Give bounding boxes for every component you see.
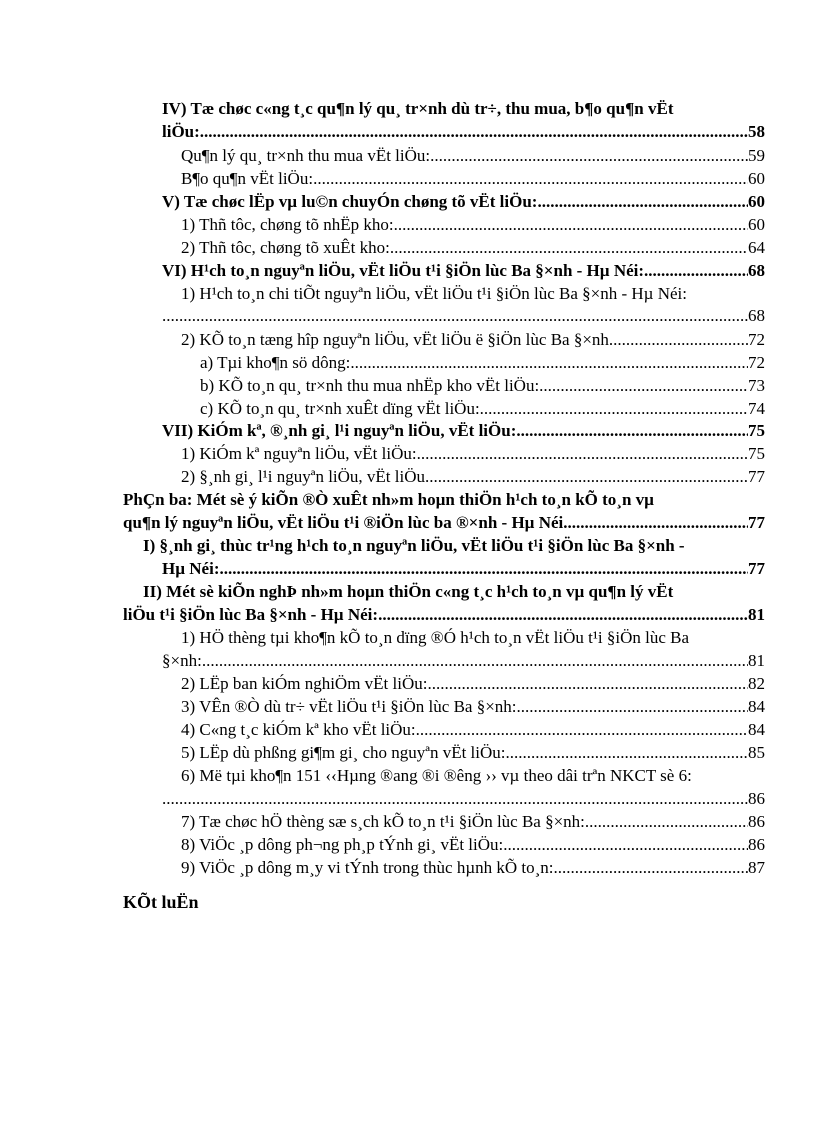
toc-line-text: liÖu t¹i §iÖn lùc Ba §×nh - Hµ Néi: bbox=[123, 605, 379, 624]
toc-page-number: 60 bbox=[748, 169, 765, 188]
toc-page-number: 81 bbox=[748, 651, 765, 670]
toc-line-text: 1) H¹ch to¸n chi tiÕt nguyªn liÖu, vËt liÖu t¹i §iÖn lùc Ba §×nh - Hµ Néi: bbox=[181, 284, 687, 303]
toc-dot-leader bbox=[568, 512, 748, 534]
toc-line-text: 2) Thñ tôc, chøng tõ xuÊt kho: bbox=[181, 238, 390, 257]
toc-page-number: 72 bbox=[748, 330, 765, 349]
toc-line bbox=[181, 742, 765, 764]
toc-line bbox=[181, 443, 765, 465]
toc-dot-leader bbox=[378, 604, 748, 626]
toc-line-text: PhÇn ba: Mét sè ý kiÕn ®Ò xuÊt nh»m hoµn thiÖn h¹ch to¸n kÕ to¸n vµ bbox=[123, 490, 654, 509]
toc-page-number: 77 bbox=[748, 559, 765, 578]
toc-line bbox=[181, 719, 765, 741]
toc-dot-leader bbox=[554, 857, 748, 879]
toc-line bbox=[123, 604, 765, 626]
toc-line bbox=[200, 398, 765, 420]
toc-line bbox=[181, 283, 765, 305]
toc-line bbox=[181, 834, 765, 856]
toc-line bbox=[181, 765, 765, 787]
toc-page-number: 72 bbox=[748, 353, 765, 372]
toc-dot-leader bbox=[416, 719, 748, 741]
toc-dot-leader bbox=[417, 443, 748, 465]
toc-line-text: 6) Më tµi kho¶n 151 ‹‹Hµng ®ang ®i ®êng ›› vµ theo dâi trªn NKCT sè 6: bbox=[181, 766, 692, 785]
toc-dot-leader bbox=[430, 145, 748, 167]
toc-page-number: 73 bbox=[748, 376, 765, 395]
toc-page-number: 84 bbox=[748, 720, 765, 739]
toc-page-number: 77 bbox=[748, 467, 765, 486]
toc-dot-leader bbox=[390, 237, 748, 259]
toc-line-text: Qu¶n lý qu¸ tr×nh thu mua vËt liÖu: bbox=[181, 146, 431, 165]
toc-line bbox=[162, 305, 765, 327]
toc-dot-leader bbox=[506, 742, 748, 764]
toc-page-number: 86 bbox=[748, 789, 765, 808]
toc-line-text: §×nh: bbox=[162, 651, 202, 670]
toc-line-text: 1) HÖ thèng tµi kho¶n kÕ to¸n dïng ®Ó h¹ch to¸n vËt liÖu t¹i §iÖn lùc Ba bbox=[181, 628, 690, 647]
toc-line bbox=[162, 191, 765, 213]
toc-line bbox=[143, 581, 765, 603]
toc-line-text: liÖu: bbox=[162, 122, 200, 141]
toc-page-number: 75 bbox=[748, 421, 765, 440]
toc-dot-leader bbox=[313, 168, 748, 190]
toc-line bbox=[200, 375, 765, 397]
toc-line bbox=[162, 558, 765, 580]
toc-dot-leader bbox=[613, 329, 748, 351]
toc-line-text: 9) ViÖc ¸p dông m¸y vi tÝnh trong thùc hµnh kÕ to¸n: bbox=[181, 858, 554, 877]
toc-line-text: VII) KiÓm kª, ®¸nh gi¸ l¹i nguyªn liÖu, vËt liÖu: bbox=[162, 421, 517, 440]
toc-line bbox=[181, 237, 765, 259]
toc-dot-leader bbox=[162, 305, 748, 327]
toc-line-text: qu¶n lý nguyªn liÖu, vËt liÖu t¹i ®iÖn lùc ba ®×nh - Hµ Néi. bbox=[123, 513, 568, 532]
toc-line bbox=[162, 98, 765, 120]
conclusion-heading: KÕt luËn bbox=[123, 892, 199, 912]
toc-line bbox=[200, 352, 765, 374]
toc-line-text: 1) KiÓm kª nguyªn liÖu, vËt liÖu: bbox=[181, 444, 417, 463]
toc-dot-leader bbox=[427, 673, 748, 695]
toc-line bbox=[181, 214, 765, 236]
toc-line-text: b) KÕ to¸n qu¸ tr×nh thu mua nhËp kho vËt liÖu: bbox=[200, 376, 540, 395]
toc-page-number: 75 bbox=[748, 444, 765, 463]
toc-page-number: 86 bbox=[748, 835, 765, 854]
toc-line-text: 3) VÊn ®Ò dù tr÷ vËt liÖu t¹i §iÖn lùc Ba §×nh: bbox=[181, 697, 517, 716]
toc-page-number: 60 bbox=[748, 215, 765, 234]
toc-line-text: 2) KÕ to¸n tæng hîp nguyªn liÖu, vËt liÖu ë §iÖn lùc Ba §×nh. bbox=[181, 330, 614, 349]
toc-page-number: 68 bbox=[748, 306, 765, 325]
toc-page-number: 68 bbox=[748, 261, 765, 280]
toc-line bbox=[181, 696, 765, 718]
toc-line-text: V) Tæ chøc lËp vµ lu©n chuyÓn chøng tõ vËt liÖu: bbox=[162, 192, 538, 211]
toc-dot-leader bbox=[425, 466, 748, 488]
toc-line bbox=[162, 420, 765, 442]
toc-dot-leader bbox=[517, 696, 748, 718]
toc-dot-leader bbox=[394, 214, 748, 236]
toc-page-number: 60 bbox=[748, 192, 765, 211]
toc-page-number: 74 bbox=[748, 399, 765, 418]
toc-dot-leader bbox=[585, 811, 748, 833]
toc-dot-leader bbox=[539, 375, 748, 397]
toc-line-text: I) §¸nh gi¸ thùc tr¹ng h¹ch to¸n nguyªn liÖu, vËt liÖu t¹i §iÖn lùc Ba §×nh - bbox=[143, 536, 685, 555]
toc-line bbox=[162, 260, 765, 282]
toc-line bbox=[181, 811, 765, 833]
toc-line bbox=[143, 535, 765, 557]
toc-page-number: 86 bbox=[748, 812, 765, 831]
toc-line bbox=[162, 121, 765, 143]
toc-line-text: 2) LËp ban kiÓm nghiÖm vËt liÖu: bbox=[181, 674, 428, 693]
toc-page-number: 81 bbox=[748, 605, 765, 624]
toc-page-number: 58 bbox=[748, 122, 765, 141]
toc-line-text: 4) C«ng t¸c kiÓm kª kho vËt liÖu: bbox=[181, 720, 416, 739]
toc-page-number: 59 bbox=[748, 146, 765, 165]
toc-line bbox=[162, 788, 765, 810]
toc-line-text: B¶o qu¶n vËt liÖu: bbox=[181, 169, 314, 188]
toc-line bbox=[123, 512, 765, 534]
toc-line bbox=[181, 673, 765, 695]
toc-line bbox=[181, 145, 765, 167]
toc-line-text: II) Mét sè kiÕn nghÞ nh»m hoµn thiÖn c«ng t¸c h¹ch to¸n vµ qu¶n lý vËt bbox=[143, 582, 674, 601]
toc-dot-leader bbox=[516, 420, 748, 442]
toc-line bbox=[181, 857, 765, 879]
toc-line-text: IV) Tæ chøc c«ng t¸c qu¶n lý qu¸ tr×nh dù tr÷, thu mua, b¶o qu¶n vËt bbox=[162, 99, 674, 118]
toc-line-text: 1) Thñ tôc, chøng tõ nhËp kho: bbox=[181, 215, 394, 234]
toc-page-number: 87 bbox=[748, 858, 765, 877]
toc-dot-leader bbox=[350, 352, 748, 374]
toc-dot-leader bbox=[219, 558, 748, 580]
toc-page-number: 82 bbox=[748, 674, 765, 693]
toc-dot-leader bbox=[480, 398, 748, 420]
toc-dot-leader bbox=[644, 260, 748, 282]
toc-page-number: 85 bbox=[748, 743, 765, 762]
toc-line-text: VI) H¹ch to¸n nguyªn liÖu, vËt liÖu t¹i §iÖn lùc Ba §×nh - Hµ Néi: bbox=[162, 261, 645, 280]
toc-dot-leader bbox=[503, 834, 748, 856]
toc-line-text: 7) Tæ chøc hÖ thèng sæ s¸ch kÕ to¸n t¹i §iÖn lùc Ba §×nh: bbox=[181, 812, 585, 831]
toc-line bbox=[181, 466, 765, 488]
toc-dot-leader bbox=[537, 191, 748, 213]
toc-line-text: c) KÕ to¸n qu¸ tr×nh xuÊt dïng vËt liÖu: bbox=[200, 399, 480, 418]
toc-line-text: 5) LËp dù phßng gi¶m gi¸ cho nguyªn vËt liÖu: bbox=[181, 743, 506, 762]
toc-page-number: 84 bbox=[748, 697, 765, 716]
toc-line-text: 8) ViÖc ¸p dông ph¬ng ph¸p tÝnh gi¸ vËt liÖu: bbox=[181, 835, 504, 854]
toc-line-text: 2) §¸nh gi¸ l¹i nguyªn liÖu, vËt liÖu bbox=[181, 467, 425, 486]
toc-line-text: Hµ Néi: bbox=[162, 559, 220, 578]
toc-line bbox=[162, 650, 765, 672]
toc-dot-leader bbox=[162, 788, 748, 810]
toc-dot-leader bbox=[202, 650, 748, 672]
toc-line bbox=[181, 329, 765, 351]
toc-page-number: 64 bbox=[748, 238, 765, 257]
toc-line bbox=[181, 627, 765, 649]
toc-line-text: a) Tµi kho¶n sö dông: bbox=[200, 353, 351, 372]
toc-line bbox=[123, 489, 765, 511]
toc-line bbox=[181, 168, 765, 190]
toc-page-number: 77 bbox=[748, 513, 765, 532]
toc-dot-leader bbox=[200, 121, 748, 143]
